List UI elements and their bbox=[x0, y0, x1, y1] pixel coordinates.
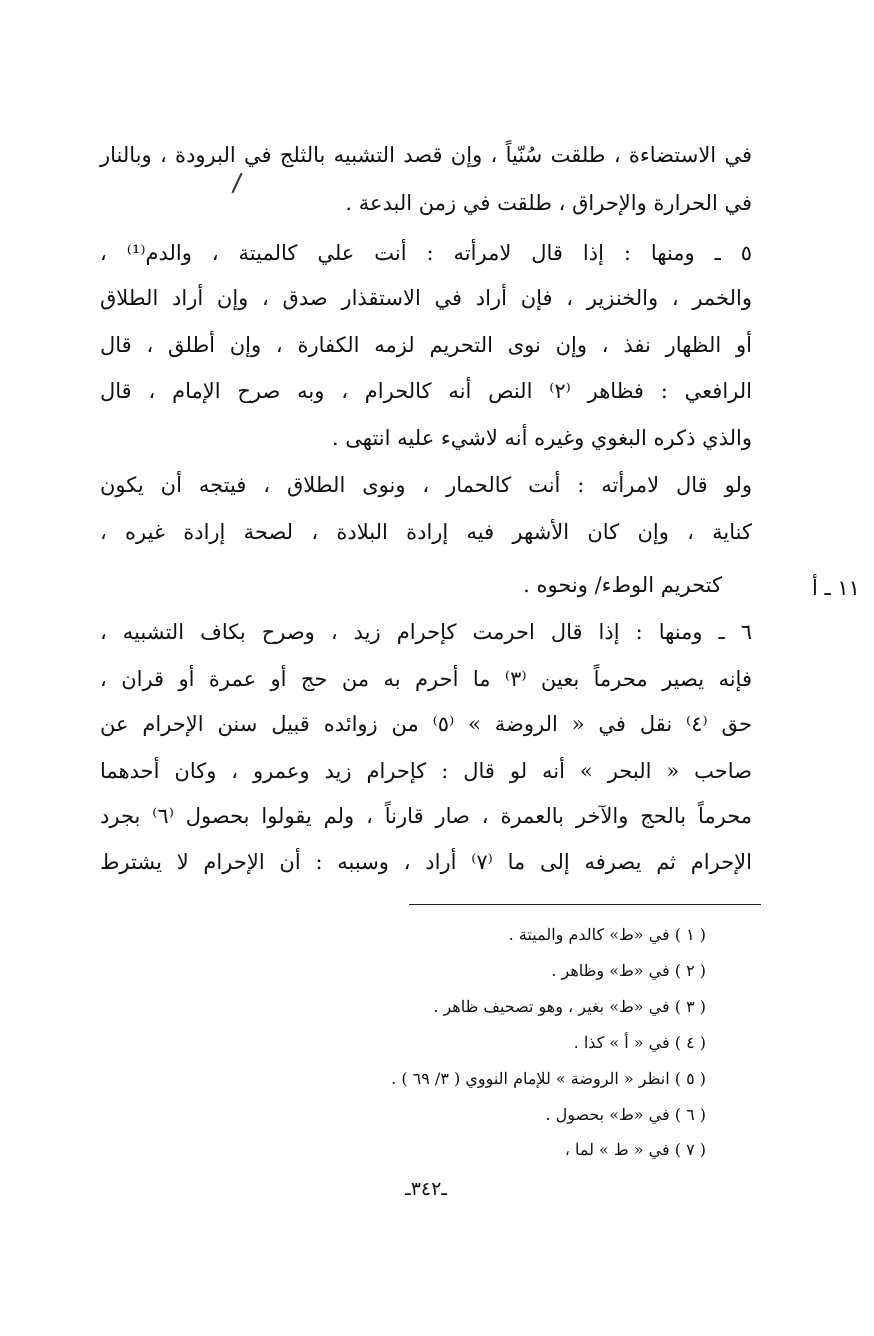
body-line-13: حق ⁽٤⁾ نقل في « الروضة » ⁽٥⁾ من زوائده قبيل سنن الإحرام عن bbox=[100, 712, 752, 736]
footnote-5: ( ٥ ) انظر « الروضة » للإمام النووي ( ٣/ ٦٩ ) . bbox=[391, 1069, 706, 1088]
body-line-7: والذي ذكره البغوي وغيره أنه لاشيء عليه انتهى . bbox=[331, 426, 752, 450]
body-line-9: كناية ، وإن كان الأشهر فيه إرادة البلادة ، لصحة إرادة غيره ، bbox=[100, 520, 752, 544]
footnote-4: ( ٤ ) في « أ » كذا . bbox=[573, 1033, 706, 1052]
body-line-11: ٦ ـ ومنها : إذا قال احرمت كإحرام زيد ، وصرح بكاف التشبيه ، bbox=[100, 620, 752, 644]
margin-folio-note: ١١ ـ أ bbox=[812, 576, 860, 600]
body-line-5: أو الظهار نفذ ، وإن نوى التحريم لزمه الكفارة ، وإن أطلق ، قال bbox=[100, 333, 752, 357]
footnote-2: ( ٢ ) في «ط» وظاهر . bbox=[551, 961, 706, 980]
body-line-8: ولو قال لامرأته : أنت كالحمار ، ونوى الطلاق ، فيتجه أن يكون bbox=[100, 473, 752, 497]
body-line-14: صاحب « البحر » أنه لو قال : كإحرام زيد وعمرو ، وكان أحدهما bbox=[100, 759, 752, 783]
footnote-3: ( ٣ ) في «ط» بغير ، وهو تصحيف ظاهر . bbox=[433, 997, 706, 1016]
body-line-3: ٥ ـ ومنها : إذا قال لامرأته : أنت علي كالميتة ، والدم⁽¹⁾ ، bbox=[100, 241, 752, 265]
body-line-16: الإحرام ثم يصرفه إلى ما ⁽٧⁾ أراد ، وسببه : أن الإحرام لا يشترط bbox=[100, 850, 752, 874]
body-line-12: فإنه يصير محرماً بعين ⁽٣⁾ ما أحرم به من حج أو عمرة أو قران ، bbox=[100, 667, 752, 691]
body-line-10: كتحريم الوطء/ ونحوه . bbox=[523, 573, 722, 597]
footnote-separator bbox=[409, 904, 761, 905]
body-line-6: الرافعي : فظاهر ⁽٢⁾ النص أنه كالحرام ، وبه صرح الإمام ، قال bbox=[100, 379, 752, 403]
footnote-6: ( ٦ ) في «ط» بحصول . bbox=[545, 1105, 706, 1124]
footnote-7: ( ٧ ) في « ط » لما ، bbox=[564, 1140, 706, 1159]
body-line-4: والخمر ، والخنزير ، فإن أراد في الاستقذار صدق ، وإن أراد الطلاق bbox=[100, 286, 752, 310]
body-line-1: في الاستضاءة ، طلقت سُنّياً ، وإن قصد التشبيه بالثلج في البرودة ، وبالنار bbox=[100, 143, 752, 167]
footnote-1: ( ١ ) في «ط» كالدم والميتة . bbox=[508, 925, 706, 944]
body-line-2: في الحرارة والإحراق ، طلقت في زمن البدعة . bbox=[345, 191, 752, 215]
body-line-15: محرماً بالحج والآخر بالعمرة ، صار قارناً ، ولم يقولوا بحصول ⁽٦⁾ بجرد bbox=[100, 804, 753, 828]
page-number: ـ٣٤٢ـ bbox=[405, 1178, 447, 1200]
